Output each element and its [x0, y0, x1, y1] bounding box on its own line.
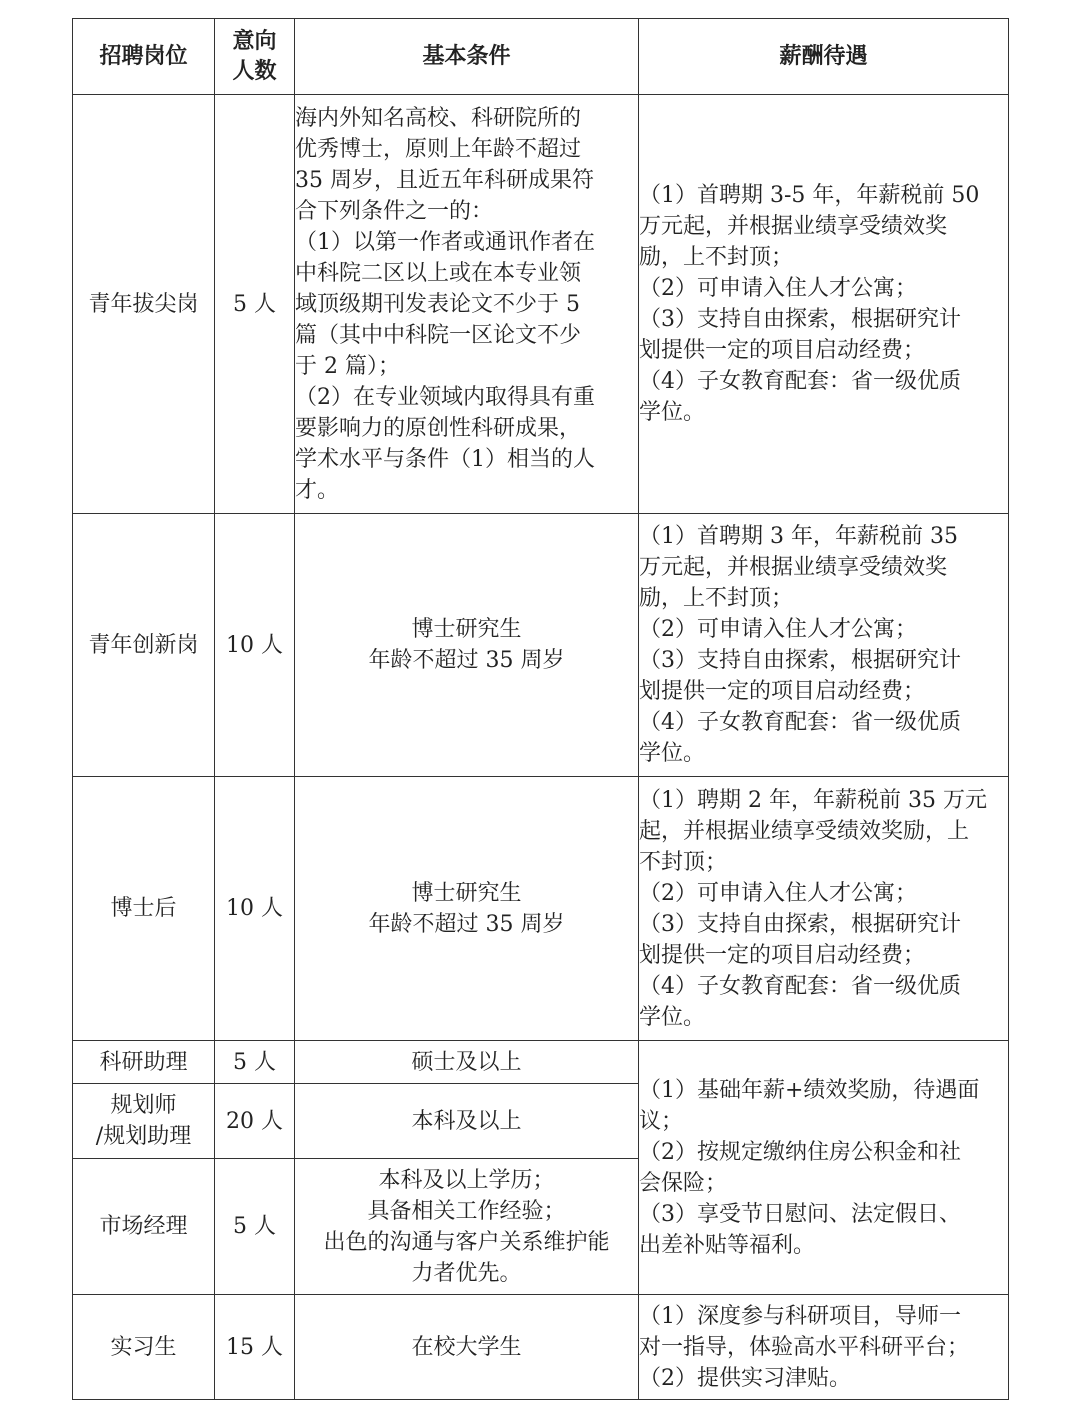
requirements-cell: 博士研究生 年龄不超过 35 周岁 — [295, 514, 639, 777]
requirements-cell: 本科及以上学历； 具备相关工作经验； 出色的沟通与客户关系维护能 力者优先。 — [295, 1159, 639, 1295]
count-cell: 10 人 — [215, 777, 295, 1041]
position-cell: 青年拔尖岗 — [73, 95, 215, 514]
position-cell: 规划师 /规划助理 — [73, 1084, 215, 1159]
compensation-cell: （1）深度参与科研项目，导师一 对一指导，体验高水平科研平台； （2）提供实习津贴。 — [639, 1295, 1009, 1400]
table-row — [73, 777, 1009, 1041]
header-row — [73, 19, 1009, 95]
count-cell: 10 人 — [215, 514, 295, 777]
position-cell: 市场经理 — [73, 1159, 215, 1295]
requirements-cell: 在校大学生 — [295, 1295, 639, 1400]
compensation-cell: （1）首聘期 3-5 年，年薪税前 50 万元起，并根据业绩享受绩效奖 励，上不封顶； （2）可申请入住人才公寓； （3）支持自由探索，根据研究计 划提供一定的项目启动经费； （4）子女教育配套：省一级优质 学位。 — [639, 95, 1009, 514]
requirements-cell: 博士研究生 年龄不超过 35 周岁 — [295, 777, 639, 1041]
requirements-cell: 硕士及以上 — [295, 1041, 639, 1084]
header-position: 招聘岗位 — [73, 19, 215, 95]
count-cell: 15 人 — [215, 1295, 295, 1400]
table-row — [73, 514, 1009, 777]
header-compensation: 薪酬待遇 — [639, 19, 1009, 95]
compensation-cell: （1）首聘期 3 年，年薪税前 35 万元起，并根据业绩享受绩效奖 励，上不封顶； （2）可申请入住人才公寓； （3）支持自由探索，根据研究计 划提供一定的项目启动经费； （4）子女教育配套：省一级优质 学位。 — [639, 514, 1009, 777]
position-cell: 科研助理 — [73, 1041, 215, 1084]
shared-compensation-cell: （1）基础年薪+绩效奖励，待遇面 议； （2）按规定缴纳住房公积金和社 会保险； （3）享受节日慰问、法定假日、 出差补贴等福利。 — [639, 1041, 1009, 1295]
count-cell: 5 人 — [215, 1159, 295, 1295]
position-cell: 青年创新岗 — [73, 514, 215, 777]
table-row — [73, 1295, 1009, 1400]
compensation-cell: （1）聘期 2 年，年薪税前 35 万元 起，并根据业绩享受绩效奖励，上 不封顶； （2）可申请入住人才公寓； （3）支持自由探索，根据研究计 划提供一定的项目启动经费； （4）子女教育配套：省一级优质 学位。 — [639, 777, 1009, 1041]
requirements-cell: 海内外知名高校、科研院所的 优秀博士，原则上年龄不超过 35 周岁，且近五年科研成果符 合下列条件之一的： （1）以第一作者或通讯作者在 中科院二区以上或在本专业领 域顶级期刊发表论文不少于 5 篇（其中中科院一区论文不少 于 2 篇）； （2）在专业领域内取得具有重 要影响力的原创性科研成果， 学术水平与条件（1）相当的人 才。 — [295, 95, 639, 514]
table-row — [73, 95, 1009, 514]
header-count: 意向 人数 — [215, 19, 295, 95]
count-cell: 5 人 — [215, 95, 295, 514]
requirements-cell: 本科及以上 — [295, 1084, 639, 1159]
header-requirements: 基本条件 — [295, 19, 639, 95]
count-cell: 20 人 — [215, 1084, 295, 1159]
recruitment-table — [72, 18, 1009, 1400]
table-row — [73, 1041, 1009, 1084]
position-cell: 博士后 — [73, 777, 215, 1041]
count-cell: 5 人 — [215, 1041, 295, 1084]
position-cell: 实习生 — [73, 1295, 215, 1400]
